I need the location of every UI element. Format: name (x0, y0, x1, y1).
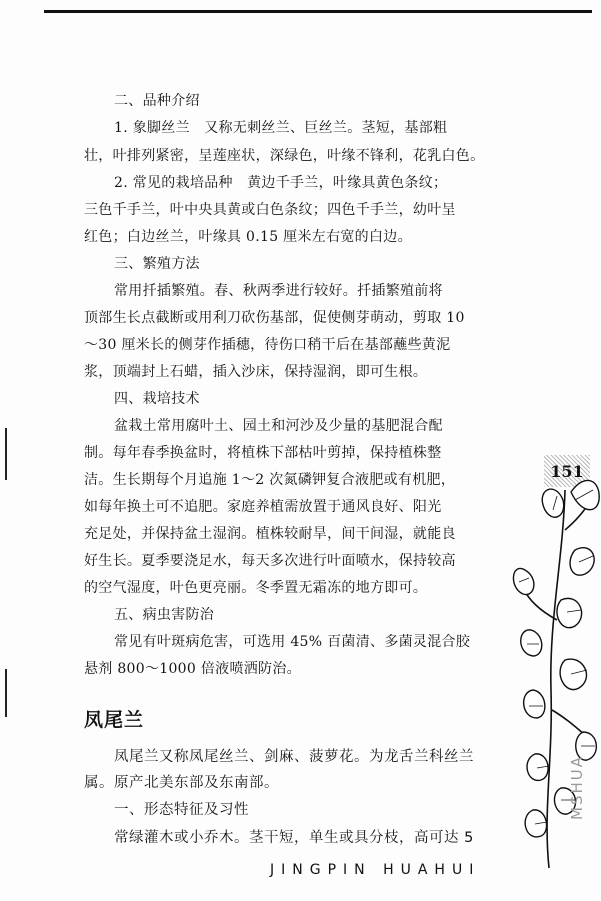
subheading: 四、栽培技术 (114, 391, 200, 407)
subheading: 二、品种介绍 (114, 93, 200, 109)
paragraph-line: 悬剂 800～1000 倍液喷洒防治。 (84, 661, 301, 677)
paragraph-line: 红色；白边丝兰，叶缘具 0.15 厘米左右宽的白边。 (84, 229, 412, 245)
paragraph-line: 三色千手兰，叶中央具黄或白色条纹；四色千手兰，幼叶呈 (84, 202, 456, 218)
margin-mark (5, 428, 7, 480)
subheading: 三、繁殖方法 (114, 256, 200, 272)
paragraph-line: 的空气湿度，叶色更亮丽。冬季置无霜冻的地方即可。 (84, 580, 428, 596)
book-series-footer: JINGPIN HUAHUI (270, 862, 481, 878)
margin-mark (5, 669, 7, 717)
paragraph-line: 属。原产北美东部及东南部。 (84, 775, 279, 791)
paragraph-line: 常用扦插繁殖。春、秋两季进行较好。扦插繁殖前将 (114, 283, 443, 299)
paragraph-line: 凤尾兰又称凤尾丝兰、剑麻、菠萝花。为龙舌兰科丝兰 (114, 749, 474, 765)
paragraph-line: 常绿灌木或小乔木。茎干短，单生或具分枝，高可达 5 (114, 830, 474, 846)
subheading: 一、形态特征及习性 (114, 802, 249, 818)
watermark: MSHUA (568, 755, 586, 820)
paragraph-line: 常见有叶斑病危害，可选用 45% 百菌清、多菌灵混合胶 (114, 634, 471, 650)
page-number: 151 (544, 455, 590, 487)
entry-title: 凤尾兰 (84, 709, 145, 731)
paragraph-line: 2. 常见的栽培品种 黄边千手兰，叶缘具黄色条纹； (114, 175, 448, 191)
paragraph-line: 制。每年春季换盆时，将植株下部枯叶剪掉，保持植株整 (84, 445, 442, 461)
paragraph-line: 好生长。夏季要浇足水，每天多次进行叶面喷水，保持较高 (84, 553, 456, 569)
paragraph-line: ～30 厘米长的侧芽作插穗，待伤口稍干后在基部蘸些黄泥 (84, 337, 451, 353)
plant-illustration (505, 470, 601, 870)
top-rule (44, 10, 592, 13)
paragraph-line: 壮，叶排列紧密，呈莲座状，深绿色，叶缘不锋利，花乳白色。 (84, 148, 485, 164)
paragraph-line: 浆，顶端封上石蜡，插入沙床，保持湿润，即可生根。 (84, 364, 428, 380)
paragraph-line: 1. 象脚丝兰 又称无刺丝兰、巨丝兰。茎短，基部粗 (114, 120, 448, 136)
paragraph-line: 如每年换土可不追肥。家庭养植需放置于通风良好、阳光 (84, 499, 442, 515)
subheading: 五、病虫害防治 (114, 607, 215, 623)
paragraph-line: 顶部生长点截断或用利刀砍伤基部，促使侧芽萌动，剪取 10 (84, 310, 465, 326)
paragraph-line: 充足处，并保持盆土湿润。植株较耐旱，间干间湿，就能良 (84, 526, 456, 542)
paragraph-line: 盆栽土常用腐叶土、园土和河沙及少量的基肥混合配 (114, 418, 443, 434)
paragraph-line: 洁。生长期每个月追施 1～2 次氮磷钾复合液肥或有机肥， (84, 472, 456, 488)
